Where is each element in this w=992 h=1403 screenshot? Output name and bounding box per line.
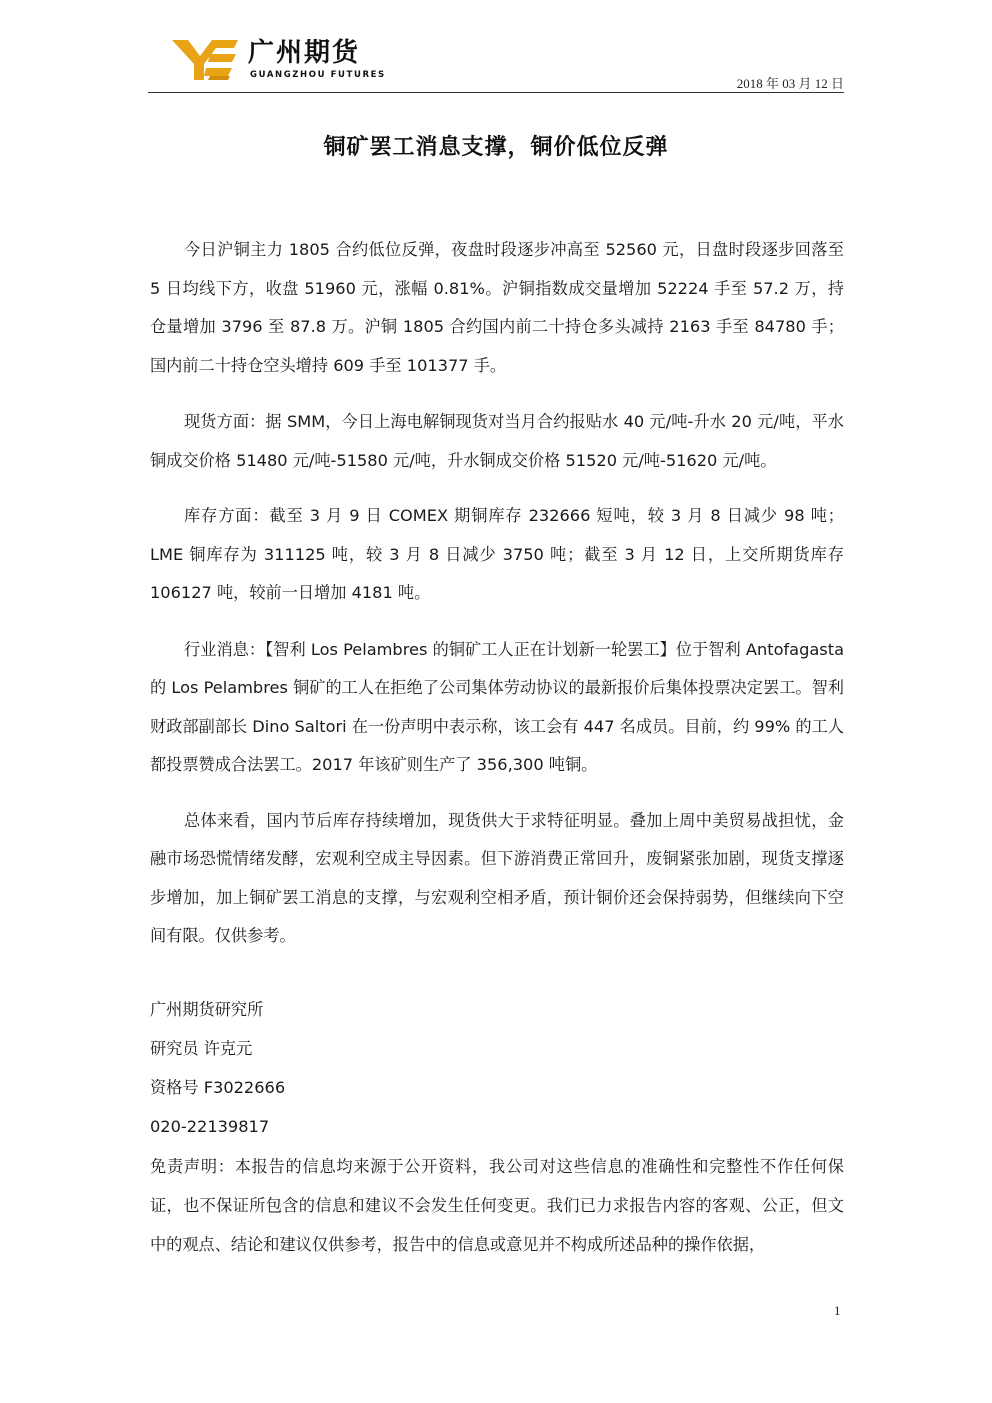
page-header [148,30,844,94]
logo-chinese-name: 广州期货 [248,38,361,68]
report-date: 2018 年 03 月 12 日 [736,76,844,91]
page-number: 1 [834,1303,841,1318]
researcher-name: 研究员 许克元 [150,1039,253,1058]
paragraph-inventory: 库存方面：截至 3 月 9 日 COMEX 期铜库存 232666 短吨，较 3 月 8 日减少 98 吨；LME 铜库存为 311125 吨，较 3 月 8 日减少 3750 吨；截至 3 月 12 日，上交所期货库存 106127 吨，较前一日增加 4181 吨。 [150,506,844,602]
report-title: 铜矿罢工消息支撑，铜价低位反弹 [323,135,669,160]
logo-english-name: GUANGZHOU FUTURES [250,70,386,80]
research-institute: 广州期货研究所 [150,1000,264,1019]
author-signature [150,990,844,1146]
report-body [150,231,844,956]
contact-phone: 020-22139817 [150,1117,270,1136]
disclaimer-text: 免责声明：本报告的信息均来源于公开资料，我公司对这些信息的准确性和完整性不作任何保证，也不保证所包含的信息和建议不会发生任何变更。我们已力求报告内容的客观、公正，但文中的观点、结论和建议仅供参考，报告中的信息或意见并不构成所述品种的操作依据， [150,1157,844,1254]
paragraph-market-summary: 今日沪铜主力 1805 合约低位反弹，夜盘时段逐步冲高至 52560 元，日盘时段逐步回落至 5 日均线下方，收盘 51960 元，涨幅 0.81%。沪铜指数成交量增加 52224 手至 57.2 万，持仓量增加 3796 至 87.8 万。沪铜 1805 合约国内前二十持仓多头减持 2163 手至 84780 手；国内前二十持仓空头增持 609 手至 101377 手。 [150,240,844,375]
paragraph-conclusion: 总体来看，国内节后库存持续增加，现货供大于求特征明显。叠加上周中美贸易战担忧，金融市场恐慌情绪发酵，宏观利空成主导因素。但下游消费正常回升，废铜紧张加剧，现货支撑逐步增加，加上铜矿罢工消息的支撑，与宏观利空相矛盾，预计铜价还会保持弱势，但继续向下空间有限。仅供参考。 [150,810,844,945]
license-number: 资格号 F3022666 [150,1078,286,1097]
guangzhou-futures-logo-icon [172,38,240,82]
paragraph-industry-news: 行业消息：【智利 Los Pelambres 的铜矿工人正在计划新一轮罢工】位于智利 Antofagasta 的 Los Pelambres 铜矿的工人在拒绝了公司集体劳动协议的最新报价后集体投票决定罢工。智利财政部副部长 Dino Saltori 在一份声明中表示称，该工会有 447 名成员。目前，约 99% 的工人都投票赞成合法罢工。2017 年该矿则生产了 356,300 吨铜。 [150,639,844,774]
paragraph-spot-market: 现货方面：据 SMM，今日上海电解铜现货对当月合约报贴水 40 元/吨-升水 20 元/吨，平水铜成交价格 51480 元/吨-51580 元/吨，升水铜成交价格 51520 元/吨-51620 元/吨。 [150,412,844,470]
company-logo [172,38,386,82]
header-divider [148,92,844,93]
